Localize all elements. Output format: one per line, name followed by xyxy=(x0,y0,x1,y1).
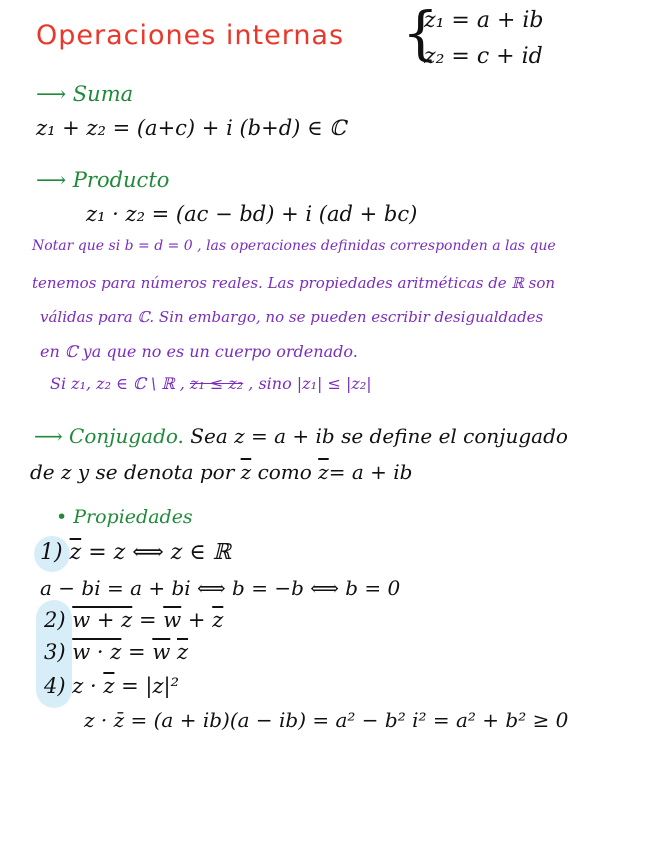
crossed-inequality: z₁ ≤ z₂ xyxy=(189,374,244,393)
z-bar: $\overline{z}$ xyxy=(318,460,329,484)
note-line-1: Notar que si b = d = 0 , las operaciones definidas corresponden a las que xyxy=(32,238,556,254)
note-line-2: tenemos para números reales. Las propiedades aritméticas de ℝ son xyxy=(32,274,556,292)
property-4 xyxy=(44,674,179,698)
equals-sign: = xyxy=(138,608,157,632)
producto-heading: Producto xyxy=(72,168,170,192)
equals-sign: = xyxy=(128,640,146,664)
property-4-zbar: $\overline{z}$ xyxy=(103,674,115,698)
definition-z1: z₁ = a + ib xyxy=(424,8,544,33)
property-4-number: 4) xyxy=(44,674,66,698)
conjugado-heading: Conjugado. xyxy=(69,424,184,448)
producto-formula: z₁ · z₂ = (ac − bd) + i (ad + bc) xyxy=(86,202,418,226)
property-4-rhs: = |z|² xyxy=(121,674,180,698)
property-3-w: $\overline{w}$ xyxy=(152,640,171,664)
property-2-z: $\overline{z}$ xyxy=(212,608,224,632)
conjugado-text-2c: = a + ib xyxy=(328,460,413,484)
conjugado-text-1: Sea z = a + ib se define el conjugado xyxy=(190,424,568,448)
property-1-detail: a − bi = a + bi ⟺ b = −b ⟺ b = 0 xyxy=(40,576,401,600)
property-3-lhs: w · z xyxy=(72,640,122,664)
note-line-5 xyxy=(50,374,372,393)
note-line-5-end: , sino |z₁| ≤ |z₂| xyxy=(248,374,372,393)
conjugado-text-2b: como xyxy=(257,460,312,484)
property-1-zbar: $\overline{z}$ xyxy=(69,540,82,565)
conjugado-row xyxy=(34,424,568,448)
property-1-number: 1) xyxy=(40,540,63,565)
suma-formula: z₁ + z₂ = (a+c) + i (b+d) ∈ ℂ xyxy=(36,116,346,140)
property-2-lhs: w + z xyxy=(72,608,133,632)
property-1-text: = z ⟺ z ∈ ℝ xyxy=(88,540,231,565)
property-2-number: 2) xyxy=(44,608,66,632)
property-1 xyxy=(40,540,231,565)
note-line-3: válidas para ℂ. Sin embargo, no se pueden escribir desigualdades xyxy=(40,308,544,326)
conjugado-line-2 xyxy=(30,460,412,484)
property-4-z: z · xyxy=(72,674,97,698)
definition-z2: z₂ = c + id xyxy=(424,44,543,69)
suma-heading-row xyxy=(36,82,133,106)
property-3-z: $\overline{z}$ xyxy=(176,640,189,664)
suma-heading: Suma xyxy=(72,82,134,106)
z-bar: $\overline{z}$ xyxy=(240,460,252,484)
arrow-icon: ⟶ xyxy=(36,168,73,192)
plus-sign: + xyxy=(187,608,206,632)
arrow-icon: ⟶ xyxy=(36,82,73,106)
note-line-5-start: Si z₁, z₂ ∈ ℂ \ ℝ , xyxy=(50,374,185,393)
property-3 xyxy=(44,640,188,664)
producto-heading-row xyxy=(36,168,169,192)
page-title: Operaciones internas xyxy=(36,20,345,51)
property-2 xyxy=(44,608,223,632)
note-line-4: en ℂ ya que no es un cuerpo ordenado. xyxy=(40,342,358,361)
property-2-w: $\overline{w}$ xyxy=(163,608,182,632)
conjugado-text-2a: de z y se denota por xyxy=(30,460,235,484)
property-3-number: 3) xyxy=(44,640,66,664)
property-4-detail: z · z̄ = (a + ib)(a − ib) = a² − b² i² = a² + b² ≥ 0 xyxy=(84,708,569,732)
brace-symbol: { xyxy=(402,0,439,67)
arrow-icon: ⟶ xyxy=(34,424,70,448)
propiedades-heading: • Propiedades xyxy=(56,506,193,528)
